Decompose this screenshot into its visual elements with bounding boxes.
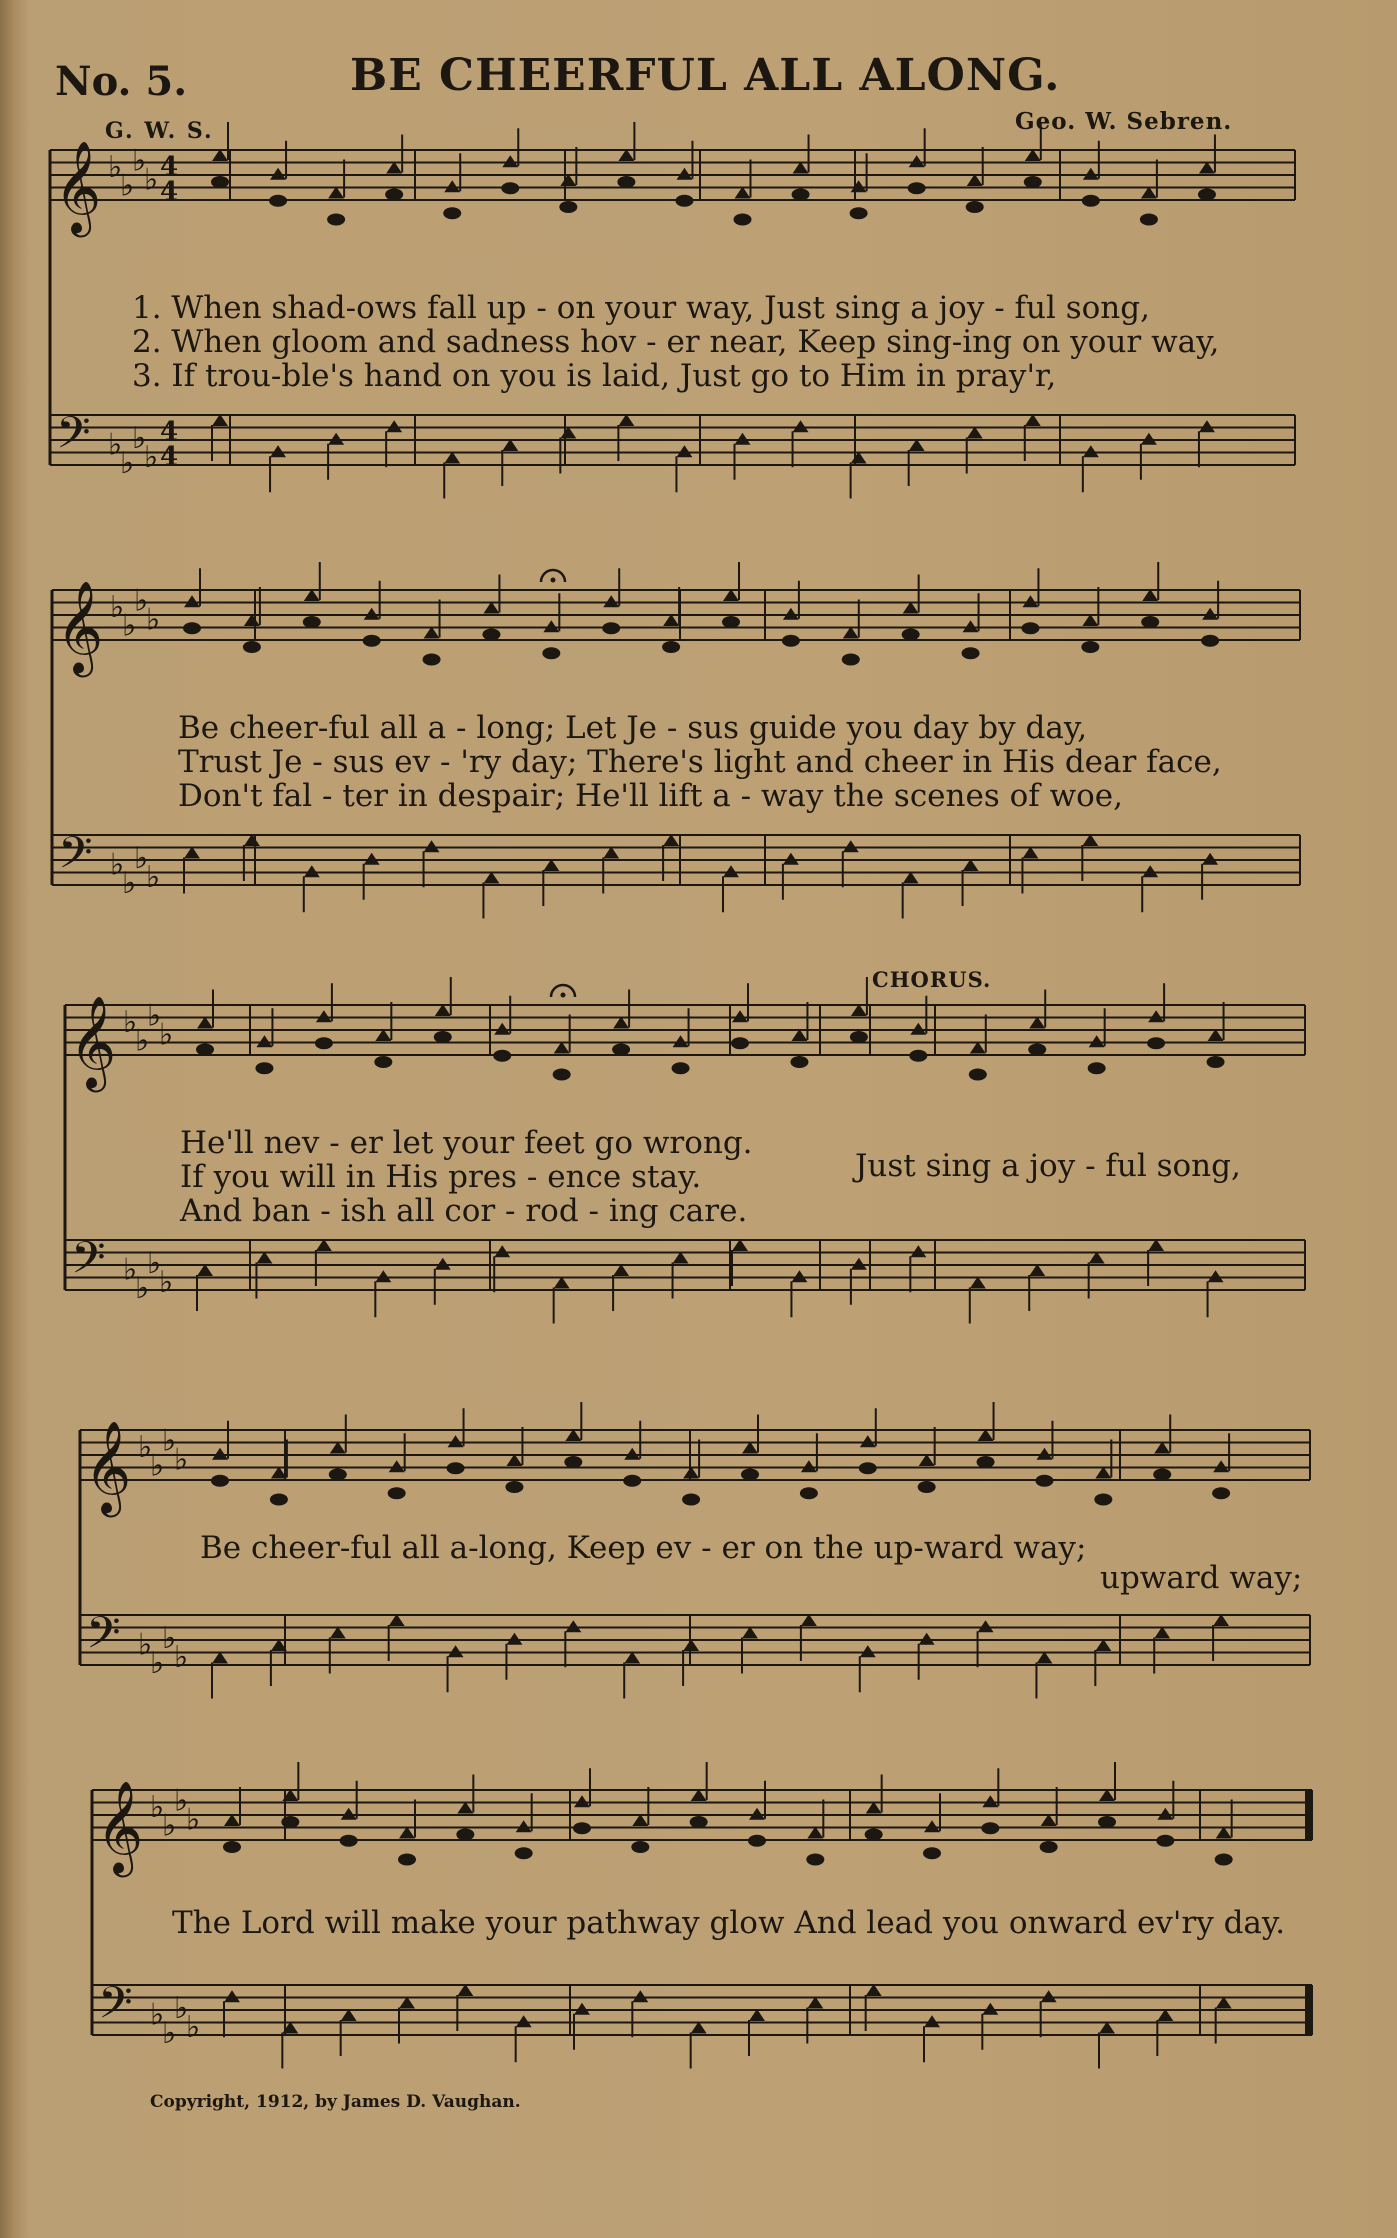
note-head xyxy=(269,195,287,207)
note-head xyxy=(1212,1487,1230,1499)
flat-sign: ♭ xyxy=(146,602,161,638)
note-head xyxy=(792,189,810,201)
flat-sign: ♭ xyxy=(132,421,147,456)
note-head xyxy=(494,1245,510,1257)
note-head xyxy=(923,1847,941,1859)
note-head xyxy=(574,1795,590,1807)
note-head xyxy=(962,647,980,659)
note-head xyxy=(676,168,692,180)
note-head xyxy=(748,1835,766,1847)
note-head xyxy=(1147,1037,1165,1049)
note-head xyxy=(386,420,402,432)
note-head xyxy=(303,616,321,628)
note-head xyxy=(924,2015,940,2027)
note-head xyxy=(493,1050,511,1062)
note-head xyxy=(842,654,860,666)
note-head xyxy=(304,865,320,877)
note-head xyxy=(211,1475,229,1487)
flat-sign: ♭ xyxy=(135,1271,150,1306)
note-head xyxy=(374,1056,392,1068)
lyric-verse3-line2: Don't fal - ter in despair; He'll lift a - way the scenes of woe, xyxy=(178,778,1123,814)
note-head xyxy=(722,616,740,628)
note-head xyxy=(196,1044,214,1056)
flat-sign: ♭ xyxy=(110,589,125,625)
flat-sign: ♭ xyxy=(108,149,123,185)
note-head xyxy=(910,1245,926,1257)
composer-credit: Geo. W. Sebren. xyxy=(1015,108,1233,135)
note-head xyxy=(183,622,201,634)
note-head xyxy=(1141,433,1157,445)
lyric-verse1-line2: Be cheer-ful all a - long; Let Je - sus guide you day by day, xyxy=(178,710,1088,746)
note-head xyxy=(859,1462,877,1474)
note-head xyxy=(1089,1035,1105,1047)
flat-sign: ♭ xyxy=(162,1621,177,1656)
note-head xyxy=(1148,1010,1164,1022)
note-head xyxy=(624,1448,640,1460)
note-head xyxy=(502,155,518,167)
note-head xyxy=(1024,176,1042,188)
flat-sign: ♭ xyxy=(150,1646,165,1681)
flat-sign: ♭ xyxy=(150,1448,165,1484)
note-head xyxy=(791,1270,807,1282)
flat-sign: ♭ xyxy=(108,427,123,463)
flat-sign: ♭ xyxy=(110,847,125,883)
note-head xyxy=(981,1822,999,1834)
flat-sign: ♭ xyxy=(146,859,161,895)
note-head xyxy=(632,1990,648,2002)
note-head xyxy=(447,1462,465,1474)
note-head xyxy=(505,1481,523,1493)
note-head xyxy=(270,1494,288,1506)
note-head xyxy=(448,1645,464,1657)
lyric-verse3-line3: And ban - ish all cor - rod - ing care. xyxy=(180,1193,748,1229)
note-head xyxy=(966,201,984,213)
note-head xyxy=(676,445,692,457)
flat-sign: ♭ xyxy=(147,998,162,1034)
note-head xyxy=(329,1469,347,1481)
flat-sign: ♭ xyxy=(150,1789,165,1825)
note-head xyxy=(564,1456,582,1468)
note-head xyxy=(256,1035,272,1047)
flat-sign: ♭ xyxy=(120,168,135,204)
note-head xyxy=(573,1822,591,1834)
flat-sign: ♭ xyxy=(123,1252,138,1288)
lyric-chorus-line3: The Lord will make your pathway glow And lead you onward ev'ry day. xyxy=(172,1905,1286,1941)
time-signature-bottom: 4 xyxy=(160,177,179,207)
note-head xyxy=(860,1645,876,1657)
note-head xyxy=(1153,1469,1171,1481)
bass-clef: 𝄢 xyxy=(58,826,93,890)
note-head xyxy=(574,2003,590,2015)
note-head xyxy=(434,1031,452,1043)
note-head xyxy=(506,1633,522,1645)
lyric-echo: upward way; xyxy=(1100,1560,1303,1596)
note-head xyxy=(1040,1841,1058,1853)
flat-sign: ♭ xyxy=(174,1442,189,1478)
chorus-label: CHORUS. xyxy=(872,967,992,992)
note-head xyxy=(328,433,344,445)
flat-sign: ♭ xyxy=(174,1639,189,1675)
note-head xyxy=(602,622,620,634)
lyric-verse2-line2: Trust Je - sus ev - 'ry day; There's light and cheer in His dear face, xyxy=(178,744,1222,780)
flat-sign: ♭ xyxy=(123,1004,138,1040)
note-head xyxy=(623,1475,641,1487)
note-head xyxy=(919,1633,935,1645)
lyric-chorus-line2: Be cheer-ful all a-long, Keep ev - er on the up-ward way; xyxy=(200,1530,1087,1566)
time-signature-top: 4 xyxy=(160,417,179,447)
note-head xyxy=(212,1448,228,1460)
bass-clef: 𝄢 xyxy=(86,1606,121,1670)
note-head xyxy=(1022,595,1038,607)
note-head xyxy=(673,1035,689,1047)
note-head xyxy=(553,1069,571,1081)
note-head xyxy=(865,1829,883,1841)
note-head xyxy=(565,1620,581,1632)
note-head xyxy=(364,608,380,620)
note-head xyxy=(662,641,680,653)
flat-sign: ♭ xyxy=(134,583,149,619)
flat-sign: ♭ xyxy=(122,866,137,901)
note-head xyxy=(1041,1990,1057,2002)
lyric-verse3-line1: 3. If trou-ble's hand on you is laid, Just go to Him in pray'r, xyxy=(132,358,1057,394)
note-head xyxy=(1198,189,1216,201)
treble-clef: 𝄞 xyxy=(56,580,104,673)
note-head xyxy=(389,1460,405,1472)
note-head xyxy=(1142,865,1158,877)
note-head xyxy=(1083,445,1099,457)
treble-clef: 𝄞 xyxy=(96,1780,144,1873)
flat-sign: ♭ xyxy=(132,143,147,179)
flat-sign: ♭ xyxy=(144,162,159,198)
note-head xyxy=(851,180,867,192)
note-head xyxy=(800,1487,818,1499)
treble-clef: 𝄞 xyxy=(69,995,117,1088)
hymn-title: BE CHEERFUL ALL ALONG. xyxy=(350,50,1061,101)
bass-clef: 𝄢 xyxy=(56,406,91,470)
flat-sign: ♭ xyxy=(144,439,159,475)
note-head xyxy=(793,420,809,432)
note-head xyxy=(982,1795,998,1807)
flat-sign: ♭ xyxy=(134,841,149,876)
note-head xyxy=(850,1031,868,1043)
lyric-verse2-line3: If you will in His pres - ence stay. xyxy=(180,1159,702,1195)
note-head xyxy=(1036,1448,1052,1460)
note-head xyxy=(612,1044,630,1056)
note-head xyxy=(501,182,519,194)
note-head xyxy=(723,865,739,877)
note-head xyxy=(617,176,635,188)
lyricist-credit: G. W. S. xyxy=(105,118,214,144)
note-head xyxy=(969,1069,987,1081)
note-head xyxy=(734,214,752,226)
note-head xyxy=(398,1854,416,1866)
time-signature-top: 4 xyxy=(160,152,179,182)
note-head xyxy=(1202,853,1218,865)
fermata-dot xyxy=(561,993,566,998)
lyric-verse1-line1: 1. When shad-ows fall up - on your way, Just sing a joy - ful song, xyxy=(132,290,1150,326)
note-head xyxy=(1082,195,1100,207)
note-head xyxy=(270,168,286,180)
note-head xyxy=(1201,635,1219,647)
note-head xyxy=(1208,1270,1224,1282)
final-barline xyxy=(1305,1985,1311,2035)
note-head xyxy=(482,629,500,641)
note-head xyxy=(910,1023,926,1035)
note-head xyxy=(735,433,751,445)
flat-sign: ♭ xyxy=(138,1429,153,1465)
note-head xyxy=(690,1816,708,1828)
note-head xyxy=(1202,608,1218,620)
treble-clef: 𝄞 xyxy=(54,140,102,233)
note-head xyxy=(909,155,925,167)
note-head xyxy=(850,207,868,219)
note-head xyxy=(909,1050,927,1062)
note-head xyxy=(443,207,461,219)
note-head xyxy=(341,1808,357,1820)
note-head xyxy=(977,1456,995,1468)
fermata-dot xyxy=(551,578,556,583)
flat-sign: ♭ xyxy=(135,1023,150,1059)
note-head xyxy=(672,1062,690,1074)
note-head xyxy=(224,1990,240,2002)
note-head xyxy=(1140,214,1158,226)
note-head xyxy=(790,1056,808,1068)
note-head xyxy=(1083,168,1099,180)
note-head xyxy=(908,182,926,194)
flat-sign: ♭ xyxy=(122,608,137,644)
note-head xyxy=(749,1808,765,1820)
note-head xyxy=(783,853,799,865)
note-head xyxy=(902,629,920,641)
bass-clef: 𝄢 xyxy=(71,1231,106,1295)
note-head xyxy=(1098,1816,1116,1828)
note-head xyxy=(843,840,859,852)
note-head xyxy=(732,1010,748,1022)
note-head xyxy=(211,176,229,188)
note-head xyxy=(982,2003,998,2015)
note-head xyxy=(364,853,380,865)
note-head xyxy=(1199,420,1215,432)
note-head xyxy=(783,608,799,620)
flat-sign: ♭ xyxy=(186,2009,201,2045)
note-head xyxy=(316,1010,332,1022)
note-head xyxy=(315,1037,333,1049)
note-head xyxy=(423,654,441,666)
note-head xyxy=(1213,1460,1229,1472)
note-head xyxy=(444,180,460,192)
note-head xyxy=(918,1481,936,1493)
note-head xyxy=(860,1435,876,1447)
note-head xyxy=(516,1820,532,1832)
note-head xyxy=(731,1037,749,1049)
note-head xyxy=(543,620,559,632)
note-head xyxy=(1141,616,1159,628)
note-head xyxy=(456,1829,474,1841)
note-head xyxy=(801,1460,817,1472)
note-head xyxy=(255,1062,273,1074)
flat-sign: ♭ xyxy=(159,1017,174,1053)
lyric-verse2-line1: 2. When gloom and sadness hov - er near, Keep sing-ing on your way, xyxy=(132,324,1220,360)
note-head xyxy=(375,1270,391,1282)
note-head xyxy=(515,1847,533,1859)
flat-sign: ♭ xyxy=(138,1627,153,1663)
flat-sign: ♭ xyxy=(174,1783,189,1819)
note-head xyxy=(327,214,345,226)
note-head xyxy=(448,1435,464,1447)
flat-sign: ♭ xyxy=(150,1997,165,2033)
note-head xyxy=(363,635,381,647)
flat-sign: ♭ xyxy=(120,446,135,481)
note-head xyxy=(542,647,560,659)
treble-clef: 𝄞 xyxy=(84,1420,132,1513)
note-head xyxy=(603,595,619,607)
note-head xyxy=(675,195,693,207)
flat-sign: ♭ xyxy=(162,1423,177,1459)
bass-clef: 𝄢 xyxy=(98,1976,133,2040)
final-barline xyxy=(1305,1790,1311,1840)
note-head xyxy=(424,840,440,852)
note-head xyxy=(1157,1808,1173,1820)
note-head xyxy=(851,1258,867,1270)
note-head xyxy=(1035,1475,1053,1487)
note-head xyxy=(782,635,800,647)
note-head xyxy=(741,1469,759,1481)
time-signature-bottom: 4 xyxy=(160,442,179,472)
note-head xyxy=(1094,1494,1112,1506)
note-head xyxy=(978,1620,994,1632)
note-head xyxy=(516,2015,532,2027)
note-head xyxy=(494,1023,510,1035)
note-head xyxy=(243,641,261,653)
flat-sign: ♭ xyxy=(186,1802,201,1838)
lyric-verse1-line3: He'll nev - er let your feet go wrong. xyxy=(180,1125,753,1161)
note-head xyxy=(924,1820,940,1832)
flat-sign: ♭ xyxy=(159,1264,174,1300)
note-head xyxy=(435,1258,451,1270)
copyright-notice: Copyright, 1912, by James D. Vaughan. xyxy=(150,2092,521,2112)
note-head xyxy=(223,1841,241,1853)
note-head xyxy=(1081,641,1099,653)
flat-sign: ♭ xyxy=(147,1246,162,1281)
note-head xyxy=(1088,1062,1106,1074)
flat-sign: ♭ xyxy=(162,2016,177,2051)
note-head xyxy=(385,189,403,201)
lyric-chorus-start: Just sing a joy - ful song, xyxy=(855,1148,1241,1184)
note-head xyxy=(1021,622,1039,634)
note-head xyxy=(340,1835,358,1847)
note-head xyxy=(388,1487,406,1499)
note-head xyxy=(559,201,577,213)
note-head xyxy=(806,1854,824,1866)
note-head xyxy=(270,445,286,457)
note-head xyxy=(631,1841,649,1853)
note-head xyxy=(281,1816,299,1828)
note-head xyxy=(1156,1835,1174,1847)
note-head xyxy=(184,595,200,607)
note-head xyxy=(682,1494,700,1506)
note-head xyxy=(1207,1056,1225,1068)
hymn-number: No. 5. xyxy=(55,58,188,105)
note-head xyxy=(963,620,979,632)
flat-sign: ♭ xyxy=(162,1808,177,1844)
note-head xyxy=(1028,1044,1046,1056)
note-head xyxy=(1215,1854,1233,1866)
flat-sign: ♭ xyxy=(174,1991,189,2026)
